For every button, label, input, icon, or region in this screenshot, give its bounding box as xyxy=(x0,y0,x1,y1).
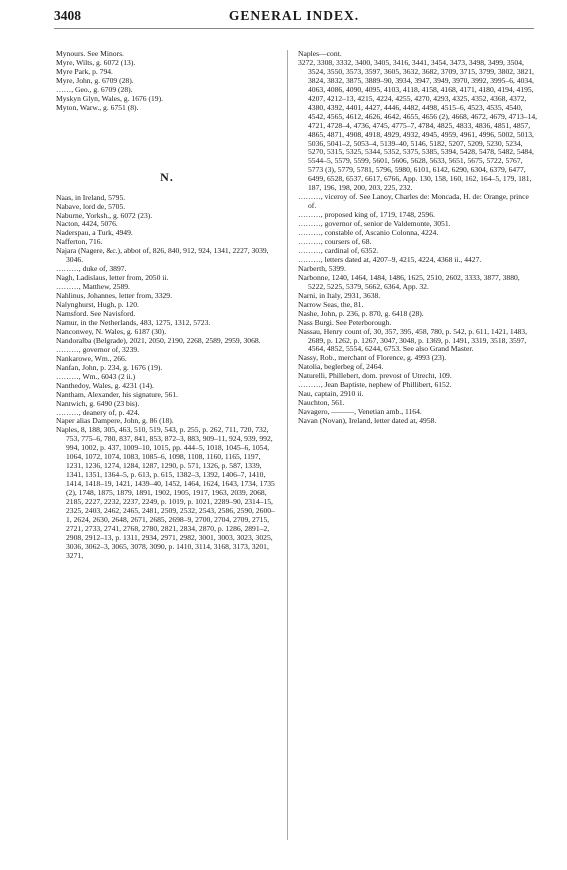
index-entry: ………, coursers of, 68. xyxy=(298,237,372,247)
index-entry: Nafferton, 716. xyxy=(56,237,103,247)
index-entry: Natolia, beglerbeg of, 2464. xyxy=(298,362,384,372)
index-entry: Nahlinus, Johannes, letter from, 3329. xyxy=(56,291,172,301)
right-column xyxy=(298,50,538,426)
index-entry: Nanfan, John, p. 234, g. 1676 (19). xyxy=(56,362,163,372)
index-entry: Naderspau, a Turk, 4949. xyxy=(56,228,133,238)
index-entry: ………, letters dated at, 4207–9, 4215, 4224, 4368 ii., 4427. xyxy=(298,254,482,264)
index-entry: 3272, 3308, 3332, 3400, 3405, 3416, 3441, 3454, 3473, 3498, 3499, 3504, 3524, 3550, 3573, 3597, 3605, 3632, 3682, 3709, 3715, 3799, 3802, 3821, 3824, 3832, 3875, 3889–90, 3934, 3947, 3949, 3970, 3992, 3995–6, 4034, 4063, 4086, 4090, 4095, 4103, 4118, 4158, 4168, 4171, 4180, 4194, 4195, 4207, 4212–13, 4215, 4224, 4255, 4270, 4293, 4325, 4352, 4368, 4372, 4380, 4392, 4401, 4427, 4446, 4482, 4498, 4515–6, 4523, 4535, 4540, 4542, 4565, 4612, 4626, 4642, 4655, 4656 (2), 4668, 4672, 4679, 4713–14, 4721, 4728–4, 4736, 4745, 4775–7, 4784, 4825, 4833, 4836, 4851, 4857, 4865, 4871, 4908, 4918, 4929, 4932, 4945, 4959, 4961, 4996, 5002, 5013, 5036, 5041–2, 5053–4, 5139–40, 5146, 5182, 5207, 5209, 5230, 5234, 5270, 5315, 5325, 5344, 5352, 5375, 5385, 5394, 5428, 5478, 5482, 5484, 5544–5, 5579, 5599, 5601, 5606, 5628, 5633, 5651, 5675, 5722, 5767, 5773 (3), 5779, 5781, 5796, 5980, 6101, 6142, 6290, 6304, 6379, 6477, 6499, 6528, 6537, 6617, 6766, App. 130, 158, 160, 162, 164–5, 179, 181, 187, 196, 198, 200, 203, 225, 232. xyxy=(298,57,538,193)
index-entry: Navagero, ———, Venetian amb., 1164. xyxy=(298,407,422,417)
column-divider xyxy=(287,50,288,840)
index-entry: Myskyn Glyn, Wales, g. 1676 (19). xyxy=(56,93,164,103)
index-entry: ………, constable of, Ascanio Colonna, 4224. xyxy=(298,228,439,238)
index-entry: Nassau, Henry count of, 30, 357, 395, 458, 780, p. 542, p. 611, 1421, 1483, 2689, p. 1262, p. 1267, 3047, 3048, p. 1369, p. 1491, 3319, 3518, 3597, 4564, 4852, 5554, 6244, 6753. See also Grand Master. xyxy=(298,326,527,354)
index-entry: ………, duke of, 3897. xyxy=(56,264,127,274)
index-entry: Naples, 8, 188, 305, 463, 510, 519, 543, p. 255, p. 262, 711, 720, 732, 753, 775–6, 780, 837, 841, 853, 872–3, 883, 909–11, 924, 939, 992, 994, 1002, p. 437, 1009–10, 1015, pp. 444–5, 1018, 1045–6, 1054, 1064, 1072, 1074, 1083, 1085–6, 1098, 1108, 1160, 1165, 1197, 1231, 1236, 1274, 1284, 1287, 1290, p. 571, 1326, p. 587, 1339, 1341, 1351, 1364–5, p. 613, p. 615, 1382–3, 1392, 1406–7, 1410, 1414, 1418–19, 1421, 1439–40, 1452, 1464, 1624, 1643, 1734, 1735 (2), 1748, 1875, 1879, 1891, 1902, 1905, 1917, 1963, 2039, 2068, 2185, 2227, 2232, 2237, 2249, p. 1019, p. 1021, 2289–90, 2314–15, 2325, 2403, 2462, 2465, 2481, 2509, 2532, 2543, 2586, 2590, 2600–1, 2624, 2630, 2648, 2671, 2685, 2698–9, 2700, 2704, 2709, 2715, 2721, 2733, 2741, 2768, 2780, 2821, 2834, 2870, p. 1286, 2891–2, 2908, 2912–13, p. 1311, 2934, 2971, 2982, 3001, 3003, 3023, 3025, 3036, 3062–3, 3065, 3078, 3090, p. 1410, 3114, 3168, 3173, 3201, 3271, xyxy=(56,425,275,560)
index-entry: Naturelli, Phillebert, dom. prevost of Utrecht, 109. xyxy=(298,371,452,381)
index-entry: Namur, in the Netherlands, 483, 1275, 1312, 5723. xyxy=(56,317,211,327)
index-entry: Nanthedoy, Wales, g. 4231 (14). xyxy=(56,380,154,390)
index-entry: Nanconwey, N. Wales, g. 6187 (30). xyxy=(56,326,167,336)
index-entry: Nandoralba (Belgrade), 2021, 2050, 2190, 2268, 2589, 2959, 3068. xyxy=(56,335,261,345)
index-entry: Nagh, Ladislaus, letter from, 2050 ii. xyxy=(56,273,169,283)
index-entry: Najara (Nagere, &c.), abbot of, 826, 840, 912, 924, 1341, 2227, 3039, 3046. xyxy=(56,246,269,265)
index-entry: Nankarowe, Wm., 266. xyxy=(56,353,127,363)
index-entry: Narberth, 5399. xyxy=(298,263,346,273)
index-entry: Myre, John, g. 6709 (28). xyxy=(56,75,134,85)
index-entry: Naper alias Dampere, John, g. 86 (18). xyxy=(56,416,174,426)
index-entry: Myre Park, p. 794. xyxy=(56,66,113,76)
section-letter: N. xyxy=(160,169,174,184)
index-entry: Narbonne, 1240, 1464, 1484, 1486, 1625, 2510, 2602, 3333, 3877, 3880, 5222, 5225, 5379, 5662, 6364, App. 32. xyxy=(298,272,520,291)
index-entry: ………, Wm., 6043 (2 ii.) xyxy=(56,371,136,381)
index-entry: Naples—cont. xyxy=(298,49,342,58)
index-entry: ………, Matthew, 2589. xyxy=(56,282,130,292)
index-entry: Nassy, Rob., merchant of Florence, g. 4993 (23). xyxy=(298,353,447,363)
index-entry: Navan (Novan), Ireland, letter dated at, 4958. xyxy=(298,416,437,426)
index-entry: Myre, Wilts, g. 6072 (13). xyxy=(56,57,136,67)
index-entry: Namsford. See Navisford. xyxy=(56,309,136,319)
index-entry: Nalynghurst, Hugh, p. 120. xyxy=(56,300,139,310)
index-entry: Naburne, Yorksh., g. 6072 (23). xyxy=(56,210,153,220)
index-entry: ………, viceroy of. See Lanoy, Charles de: Moncada, H. de: Orange, prince of. xyxy=(298,192,529,211)
index-entry: Mynours. See Minors. xyxy=(56,49,124,58)
index-entry: Narrow Seas, the, 81. xyxy=(298,299,364,309)
index-entry: ………, cardinal of, 6352. xyxy=(298,245,379,255)
index-entry: ……, Geo., g. 6709 (28). xyxy=(56,84,133,94)
page-number: 3408 xyxy=(54,8,81,23)
index-entry: Nabave, lord de, 5705. xyxy=(56,201,126,211)
index-entry: Nau, captain, 2910 ii. xyxy=(298,389,364,399)
index-entry: ………, governor of, 3239. xyxy=(56,344,140,354)
index-entry: ………, deanery of, p. 424. xyxy=(56,407,140,417)
page-header xyxy=(54,6,534,29)
left-column xyxy=(56,50,278,561)
index-entry: ………, Jean Baptiste, nephew of Phillibert, 6152. xyxy=(298,380,452,390)
index-entry: Nashe, John, p. 236, p. 870, g. 6418 (28). xyxy=(298,308,424,318)
index-entry: ………, proposed king of, 1719, 1748, 2596. xyxy=(298,210,435,220)
index-entry: Nauchton, 561. xyxy=(298,398,345,408)
index-entry: Narni, in Italy, 2931, 3638. xyxy=(298,290,381,300)
index-entry: Nass Burgi. See Peterborough. xyxy=(298,317,392,327)
running-head: GENERAL INDEX. xyxy=(228,8,360,23)
index-entry: Nacton, 4424, 5076. xyxy=(56,219,118,229)
index-entry: Myton, Warw., g. 6751 (8). xyxy=(56,102,139,112)
index-entry: Naas, in Ireland, 5795. xyxy=(56,192,126,202)
index-entry: Nantham, Alexander, his signature, 561. xyxy=(56,389,179,399)
index-entry: ………, governor of, senior de Valdemonte, 3051. xyxy=(298,219,451,229)
index-entry: Nantwich, g. 6490 (23 bis). xyxy=(56,398,140,408)
